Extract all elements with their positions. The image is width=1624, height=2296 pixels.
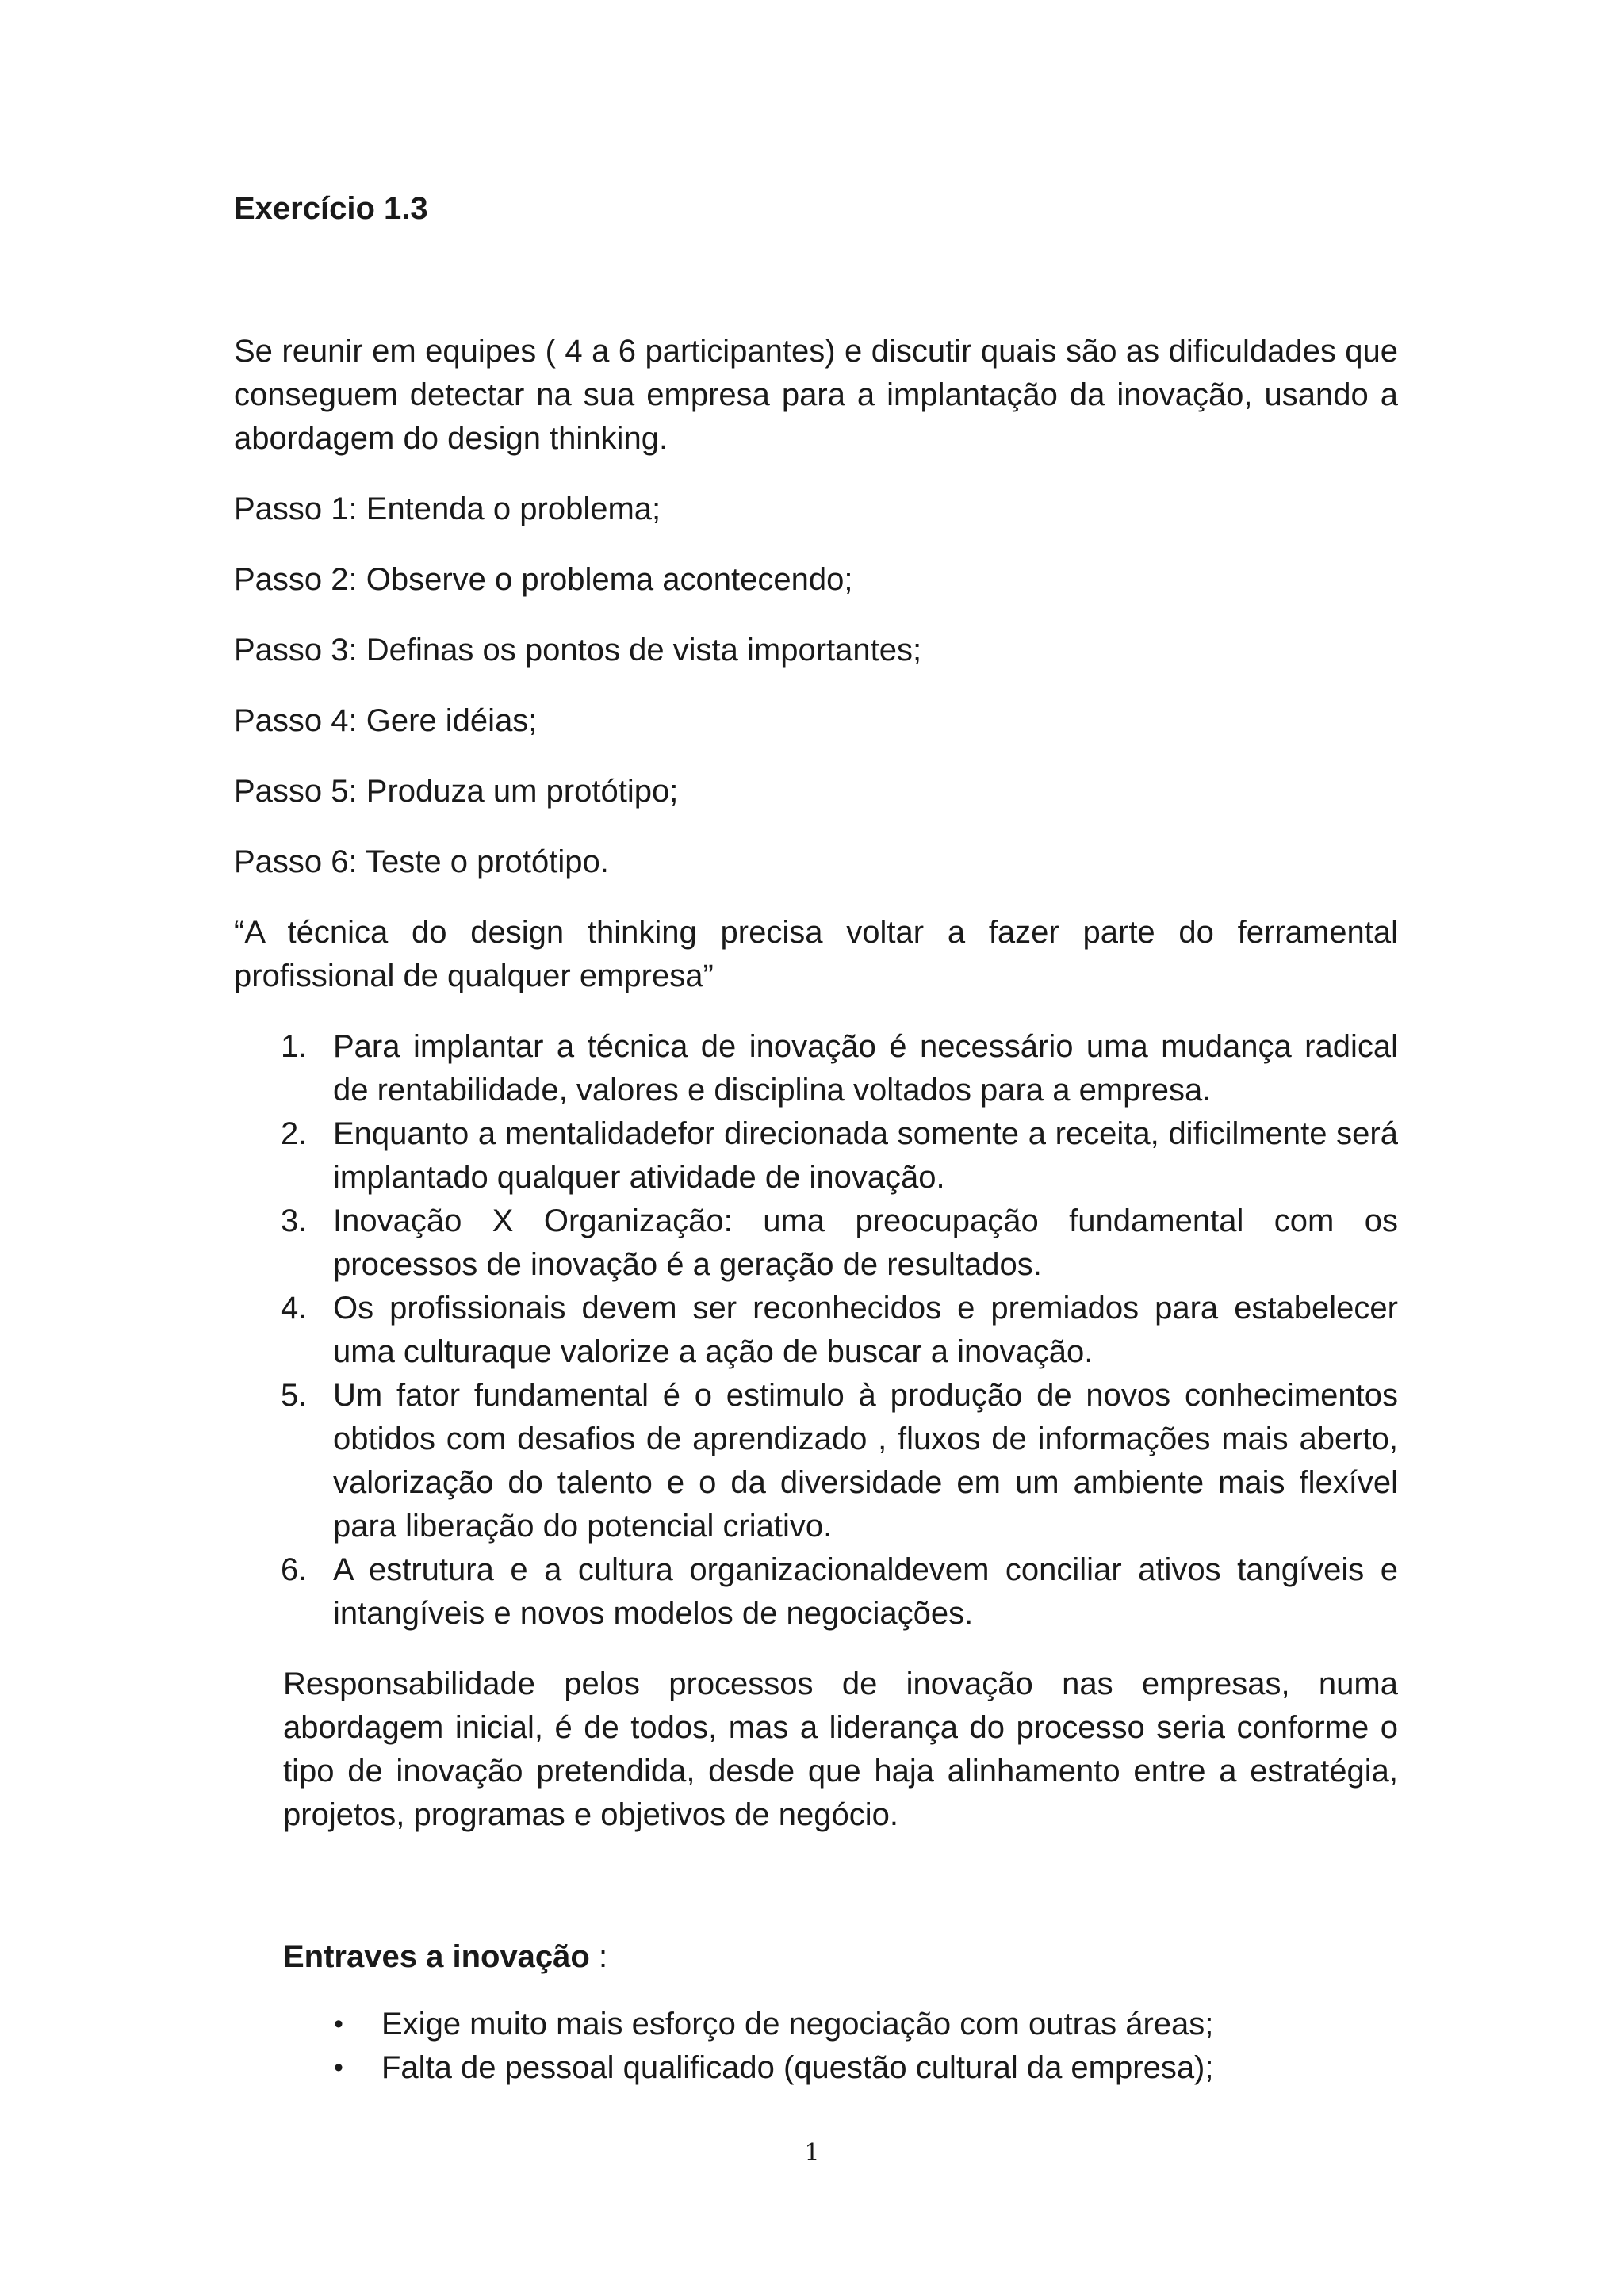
numbered-item-6: [281, 1548, 1398, 1636]
step-2: Passo 2: Observe o problema acontecendo;: [234, 562, 853, 597]
item-number: 5.: [281, 1378, 308, 1413]
item-text: Inovação X Organização: uma preocupação fundamental com os processos de inovação é a geração de resultados.: [333, 1203, 1398, 1282]
item-text: Enquanto a mentalidadefor direcionada somente a receita, dificilmente será implantado qualquer atividade de inovação.: [333, 1116, 1398, 1195]
numbered-item-5: [281, 1374, 1398, 1548]
bullet-list: [234, 2003, 1398, 2090]
quote-paragraph: “A técnica do design thinking precisa voltar a fazer parte do ferramental profissional de qualquer empresa”: [234, 915, 1398, 993]
step-4: Passo 4: Gere idéias;: [234, 703, 538, 738]
item-text: Para implantar a técnica de inovação é necessário uma mudança radical de rentabilidade, valores e disciplina voltados para a empresa.: [333, 1029, 1398, 1108]
bullet-icon: •: [334, 2009, 343, 2039]
numbered-item-3: [281, 1200, 1398, 1287]
section-heading-text: Entraves a inovação: [283, 1939, 590, 1974]
section-heading: [283, 1935, 1398, 1979]
item-text: A estrutura e a cultura organizacionaldevem conciliar ativos tangíveis e intangíveis e novos modelos de negociações.: [333, 1552, 1398, 1631]
page-content: [234, 187, 1398, 2090]
section-heading-suffix: :: [589, 1939, 608, 1974]
step-5: Passo 5: Produza um protótipo;: [234, 774, 679, 809]
exercise-title: Exercício 1.3: [234, 191, 428, 226]
item-number: 4.: [281, 1291, 308, 1326]
bullet-text: Falta de pessoal qualificado (questão cultural da empresa);: [381, 2050, 1214, 2085]
item-number: 3.: [281, 1203, 308, 1238]
item-number: 1.: [281, 1029, 308, 1064]
numbered-item-4: [281, 1287, 1398, 1374]
bullet-icon: •: [334, 2053, 343, 2083]
numbered-list: [234, 1025, 1398, 1636]
responsibility-paragraph: Responsabilidade pelos processos de inovação nas empresas, numa abordagem inicial, é de todos, mas a liderança do processo seria conforme o tipo de inovação pretendida, desde que haja alinhamento entre a estratégia, projetos, programas e objetivos de negócio.: [283, 1667, 1398, 1832]
item-text: Os profissionais devem ser reconhecidos e premiados para estabelecer uma culturaque valorize a ação de buscar a inovação.: [333, 1291, 1398, 1369]
intro-paragraph: Se reunir em equipes ( 4 a 6 participantes) e discutir quais são as dificuldades que conseguem detectar na sua empresa para a implantação da inovação, usando a abordagem do design thinking.: [234, 334, 1398, 456]
item-number: 6.: [281, 1552, 308, 1587]
step-6: Passo 6: Teste o protótipo.: [234, 844, 609, 879]
page-number: 1: [804, 2139, 820, 2167]
numbered-item-2: [281, 1112, 1398, 1200]
bullet-item-1: [334, 2003, 1398, 2046]
bullet-text: Exige muito mais esforço de negociação com outras áreas;: [381, 2007, 1214, 2042]
item-number: 2.: [281, 1116, 308, 1151]
step-3: Passo 3: Definas os pontos de vista importantes;: [234, 633, 922, 668]
step-1: Passo 1: Entenda o problema;: [234, 492, 661, 526]
numbered-item-1: [281, 1025, 1398, 1112]
item-text: Um fator fundamental é o estimulo à produção de novos conhecimentos obtidos com desafios de aprendizado , fluxos de informações mais aberto, valorização do talento e o da diversidade em um ambiente mais flexível para liberação do potencial criativo.: [333, 1378, 1398, 1544]
bullet-item-2: [334, 2046, 1398, 2090]
